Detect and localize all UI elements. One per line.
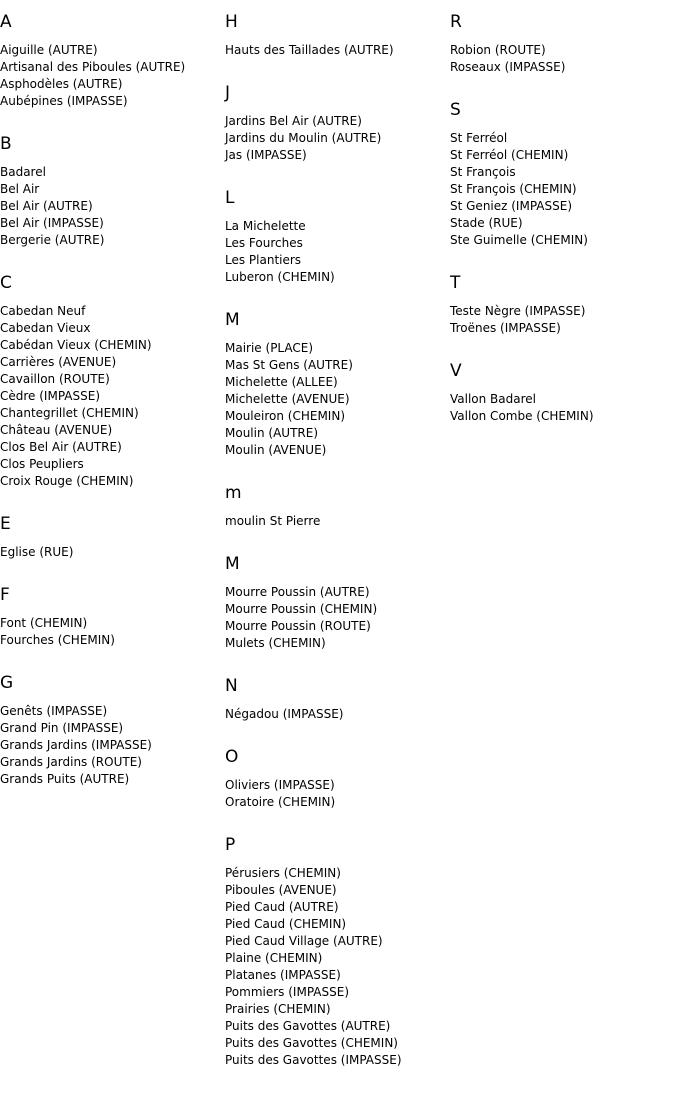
street-item: Grands Jardins (IMPASSE): [0, 738, 152, 752]
street-item: St Ferréol: [450, 131, 508, 145]
street-list: [450, 293, 670, 349]
street-item: Platanes (IMPASSE): [225, 968, 341, 982]
street-item: Mulets (CHEMIN): [225, 636, 326, 650]
street-item: Négadou (IMPASSE): [225, 707, 344, 721]
street-item: Pérusiers (CHEMIN): [225, 866, 341, 880]
street-item: Bel Air (IMPASSE): [0, 216, 104, 230]
street-item: Moulin (AVENUE): [225, 443, 327, 457]
street-list: [225, 696, 445, 735]
street-item: Jardins Bel Air (AUTRE): [225, 114, 362, 128]
street-item: Pied Caud (CHEMIN): [225, 917, 347, 931]
street-list: [450, 32, 670, 88]
letter-heading: A: [0, 12, 12, 32]
letter-heading: P: [225, 835, 236, 855]
letter-group: [450, 261, 670, 349]
street-item: Croix Rouge (CHEMIN): [0, 474, 134, 488]
letter-heading: S: [450, 100, 461, 120]
street-item: St Ferréol (CHEMIN): [450, 148, 569, 162]
street-item: Bel Air: [0, 182, 40, 196]
street-item: Mourre Poussin (AUTRE): [225, 585, 370, 599]
letter-group: [0, 261, 220, 502]
street-list: [450, 381, 670, 437]
letter-heading: V: [450, 361, 462, 381]
street-item: La Michelette: [225, 219, 306, 233]
street-item: Luberon (CHEMIN): [225, 270, 335, 284]
street-item: Puits des Gavottes (CHEMIN): [225, 1036, 398, 1050]
street-item: Clos Bel Air (AUTRE): [0, 440, 122, 454]
street-list: [0, 693, 220, 800]
street-item: Mourre Poussin (CHEMIN): [225, 602, 378, 616]
letter-heading: G: [0, 673, 14, 693]
letter-group: [225, 71, 445, 176]
street-item: Font (CHEMIN): [0, 616, 88, 630]
street-item: Artisanal des Piboules (AUTRE): [0, 60, 186, 74]
street-list: [225, 330, 445, 471]
letter-group: [225, 542, 445, 664]
street-item: Grands Puits (AUTRE): [0, 772, 130, 786]
street-list: [225, 574, 445, 664]
street-item: Puits des Gavottes (AUTRE): [225, 1019, 391, 1033]
street-item: Teste Nègre (IMPASSE): [450, 304, 586, 318]
letter-heading: M: [225, 554, 240, 574]
street-item: Oliviers (IMPASSE): [225, 778, 335, 792]
street-item: Cabédan Vieux (CHEMIN): [0, 338, 152, 352]
street-item: Puits des Gavottes (IMPASSE): [225, 1053, 402, 1067]
street-item: St François (CHEMIN): [450, 182, 577, 196]
street-item: Aubépines (IMPASSE): [0, 94, 128, 108]
street-item: Bel Air (AUTRE): [0, 199, 93, 213]
letter-group: [225, 735, 445, 823]
street-item: Genêts (IMPASSE): [0, 704, 108, 718]
street-item: St François: [450, 165, 516, 179]
street-list: [225, 855, 445, 1081]
street-item: Mourre Poussin (ROUTE): [225, 619, 371, 633]
letter-heading: R: [450, 12, 462, 32]
letter-heading: B: [0, 134, 12, 154]
street-item: Prairies (CHEMIN): [225, 1002, 331, 1016]
street-item: Bergerie (AUTRE): [0, 233, 105, 247]
letter-group: [225, 664, 445, 735]
street-list: [0, 32, 220, 122]
street-list: [0, 605, 220, 661]
street-item: Grand Pin (IMPASSE): [0, 721, 124, 735]
street-list: [450, 120, 670, 261]
index-column: [0, 0, 220, 800]
street-item: Troënes (IMPASSE): [450, 321, 561, 335]
letter-group: [0, 122, 220, 261]
letter-group: [225, 471, 445, 542]
street-item: Asphodèles (AUTRE): [0, 77, 123, 91]
street-item: St Geniez (IMPASSE): [450, 199, 573, 213]
street-item: Stade (RUE): [450, 216, 523, 230]
street-item: Mairie (PLACE): [225, 341, 314, 355]
letter-heading: T: [450, 273, 461, 293]
letter-group: [450, 88, 670, 261]
street-item: moulin St Pierre: [225, 514, 321, 528]
street-item: Cavaillon (ROUTE): [0, 372, 110, 386]
street-item: Mouleiron (CHEMIN): [225, 409, 345, 423]
street-item: Pied Caud (AUTRE): [225, 900, 339, 914]
letter-heading: H: [225, 12, 238, 32]
street-item: Hauts des Taillades (AUTRE): [225, 43, 394, 57]
street-item: Oratoire (CHEMIN): [225, 795, 336, 809]
street-item: Les Fourches: [225, 236, 303, 250]
street-list: [225, 503, 445, 542]
letter-heading: N: [225, 676, 238, 696]
letter-heading: J: [225, 83, 231, 103]
index-column: [450, 0, 670, 437]
street-item: Michelette (AVENUE): [225, 392, 350, 406]
street-item: Cabedan Neuf: [0, 304, 86, 318]
letter-group: [0, 502, 220, 573]
street-item: Plaine (CHEMIN): [225, 951, 323, 965]
street-item: Pommiers (IMPASSE): [225, 985, 349, 999]
street-list: [225, 767, 445, 823]
letter-group: [0, 661, 220, 800]
street-item: Aiguille (AUTRE): [0, 43, 98, 57]
letter-group: [225, 823, 445, 1081]
letter-heading: m: [225, 483, 242, 503]
street-item: Vallon Badarel: [450, 392, 537, 406]
street-item: Mas St Gens (AUTRE): [225, 358, 353, 372]
street-item: Michelette (ALLEE): [225, 375, 338, 389]
street-item: Chantegrillet (CHEMIN): [0, 406, 139, 420]
letter-group: [225, 176, 445, 298]
letter-heading: E: [0, 514, 11, 534]
street-item: Jas (IMPASSE): [225, 148, 307, 162]
letter-group: [225, 298, 445, 471]
letter-group: [0, 573, 220, 661]
street-item: Ste Guimelle (CHEMIN): [450, 233, 588, 247]
street-item: Eglise (RUE): [0, 545, 74, 559]
street-list: [0, 534, 220, 573]
street-item: Vallon Combe (CHEMIN): [450, 409, 594, 423]
street-item: Moulin (AUTRE): [225, 426, 318, 440]
street-item: Château (AVENUE): [0, 423, 113, 437]
street-item: Grands Jardins (ROUTE): [0, 755, 142, 769]
street-item: Badarel: [0, 165, 46, 179]
letter-heading: O: [225, 747, 239, 767]
letter-heading: F: [0, 585, 10, 605]
street-list: [225, 32, 445, 71]
index-column: [225, 0, 445, 1081]
letter-group: [0, 0, 220, 122]
street-item: Jardins du Moulin (AUTRE): [225, 131, 382, 145]
street-item: Fourches (CHEMIN): [0, 633, 115, 647]
letter-heading: L: [225, 188, 235, 208]
street-item: Carrières (AVENUE): [0, 355, 117, 369]
street-item: Pied Caud Village (AUTRE): [225, 934, 383, 948]
letter-heading: C: [0, 273, 12, 293]
street-list: [0, 293, 220, 502]
street-item: Cabedan Vieux: [0, 321, 91, 335]
letter-group: [450, 349, 670, 437]
street-list: [0, 154, 220, 261]
street-item: Clos Peupliers: [0, 457, 84, 471]
street-item: Robion (ROUTE): [450, 43, 546, 57]
street-item: Piboules (AVENUE): [225, 883, 337, 897]
letter-heading: M: [225, 310, 240, 330]
street-item: Cèdre (IMPASSE): [0, 389, 100, 403]
street-list: [225, 103, 445, 176]
letter-group: [450, 0, 670, 88]
street-list: [225, 208, 445, 298]
letter-group: [225, 0, 445, 71]
street-item: Roseaux (IMPASSE): [450, 60, 566, 74]
street-item: Les Plantiers: [225, 253, 302, 267]
